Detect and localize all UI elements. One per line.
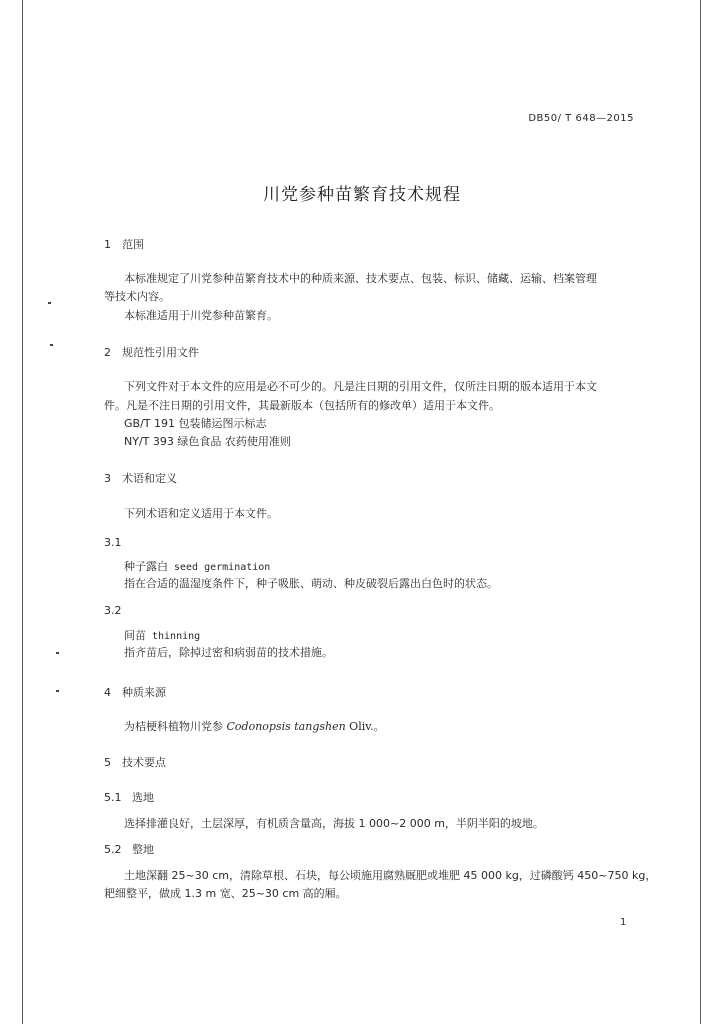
scan-speck	[50, 344, 53, 346]
section-4-heading	[104, 686, 166, 699]
section-3-heading	[104, 472, 177, 485]
paragraph-line: 件。凡是不注日期的引用文件，其最新版本（包括所有的修改单）适用于本文件。	[104, 399, 500, 412]
term-definition: 指在合适的温湿度条件下，种子吸胀、萌动、种皮破裂后露出白色时的状态。	[124, 577, 498, 590]
latin-species-name: Codonopsis tangshen	[226, 720, 346, 733]
section-number: 4	[104, 686, 111, 699]
paragraph-line: 耙细整平，做成 1.3 m 宽、25~30 cm 高的厢。	[104, 887, 347, 900]
section-2-heading	[104, 346, 199, 359]
paragraph-line: 等技术内容。	[104, 290, 170, 303]
paragraph-line: 下列术语和定义适用于本文件。	[124, 507, 278, 520]
section-title: 术语和定义	[122, 472, 177, 485]
paragraph-line: 选择排灌良好，土层深厚，有机质含量高，海拔 1 000~2 000 m，半阴半阳的坡地。	[124, 817, 544, 830]
paragraph-line: 本标准规定了川党参种苗繁育技术中的种质来源、技术要点、包装、标识、储藏、运输、档案管理	[124, 272, 597, 285]
subsection-5-1-heading	[104, 791, 154, 804]
section-title: 规范性引用文件	[122, 346, 199, 359]
term-chinese: 间苗	[124, 629, 146, 642]
term-definition: 指齐苗后，除掉过密和病弱苗的技术措施。	[124, 646, 333, 659]
paragraph-line: 土地深翻 25~30 cm，清除草根、石块，每公顷施用腐熟厩肥或堆肥 45 000 kg，过磷酸钙 450~750 kg，	[124, 869, 657, 882]
term-number: 3.2	[104, 604, 122, 617]
section-1-heading	[104, 238, 144, 251]
term-heading	[124, 560, 270, 574]
section-number: 2	[104, 346, 111, 359]
subsection-5-2-heading	[104, 843, 154, 856]
paragraph-line: 本标准适用于川党参种苗繁育。	[124, 309, 278, 322]
term-heading	[124, 629, 200, 643]
term-number: 3.1	[104, 536, 122, 549]
paragraph-line: 下列文件对于本文件的应用是必不可少的。凡是注日期的引用文件，仅所注日期的版本适用于本文	[124, 380, 597, 393]
section-number: 3	[104, 472, 111, 485]
scan-edge-right	[700, 0, 701, 1024]
subsection-number: 5.2	[104, 843, 122, 856]
reference-item: GB/T 191 包装储运图示标志	[124, 417, 267, 430]
paragraph-line	[124, 720, 385, 733]
term-chinese: 种子露白	[124, 560, 168, 573]
section-title: 技术要点	[122, 756, 166, 769]
text-segment: 为桔梗科植物川党参	[124, 720, 227, 733]
section-title: 范围	[122, 238, 144, 251]
scan-edge-left	[22, 0, 23, 1024]
section-number: 1	[104, 238, 111, 251]
section-5-heading	[104, 756, 166, 769]
subsection-number: 5.1	[104, 791, 122, 804]
term-english: seed germination	[174, 562, 271, 573]
document-title: 川党参种苗繁育技术规程	[263, 185, 461, 205]
subsection-title: 选地	[132, 791, 154, 804]
text-segment: Oliv.。	[345, 720, 385, 733]
document-code: DB50/ T 648—2015	[528, 113, 634, 124]
reference-item: NY/T 393 绿色食品 农药使用准则	[124, 435, 291, 448]
section-title: 种质来源	[122, 686, 166, 699]
page-number: 1	[620, 917, 627, 928]
section-number: 5	[104, 756, 111, 769]
scan-speck	[48, 302, 51, 304]
scan-speck	[56, 690, 59, 692]
term-english: thinning	[152, 631, 201, 642]
scan-speck	[56, 652, 59, 654]
subsection-title: 整地	[132, 843, 154, 856]
